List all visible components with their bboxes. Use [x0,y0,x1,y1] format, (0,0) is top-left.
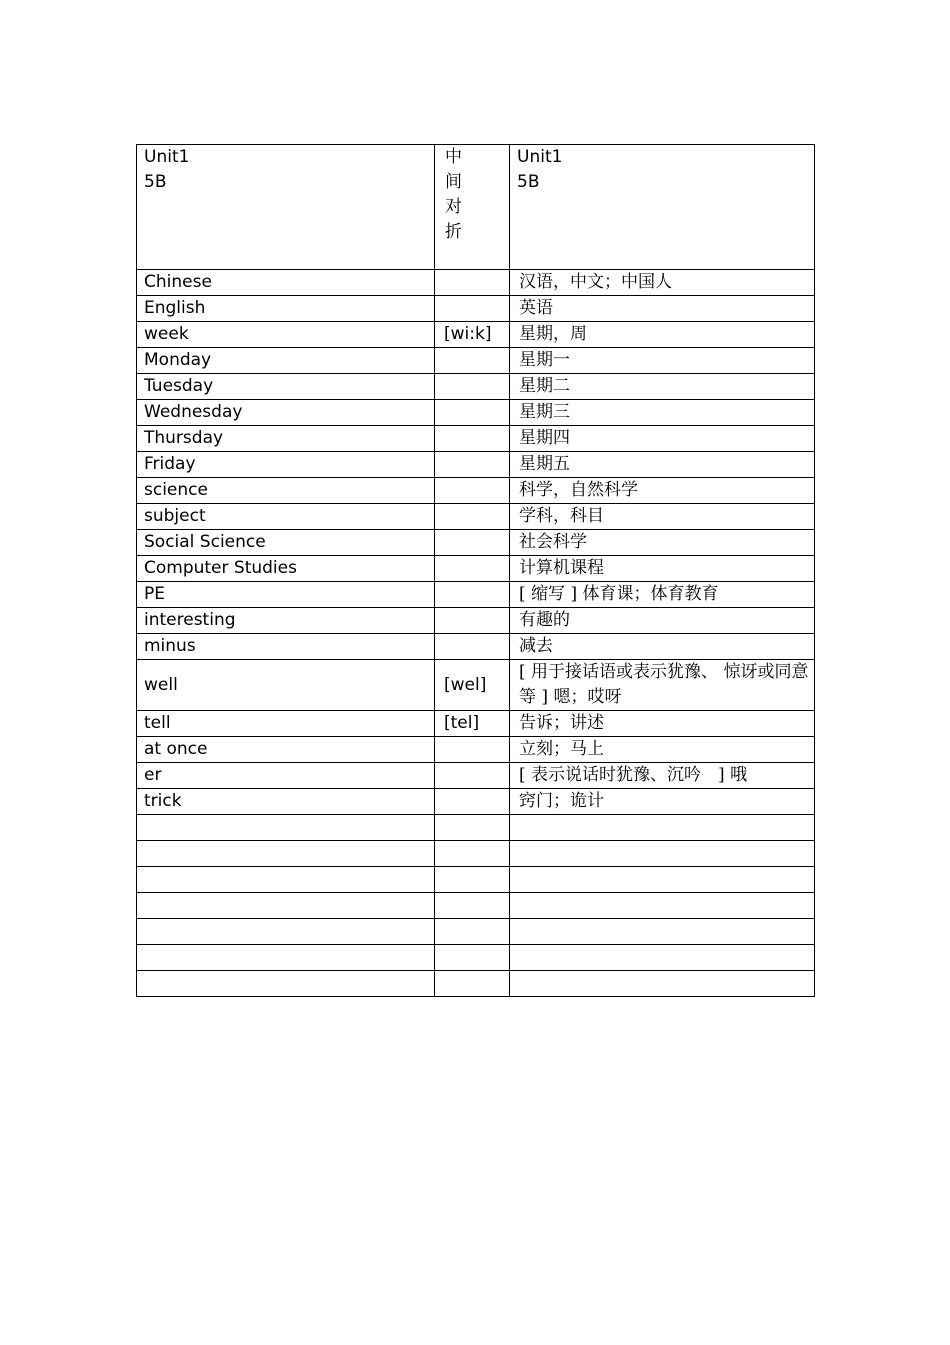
phonetic-cell [435,452,510,478]
vocabulary-table-body [137,145,815,997]
meaning-cell: 星期四 [510,426,815,452]
word-cell: at once [137,737,435,763]
table-row [137,270,815,296]
fold-char: 折 [445,222,462,242]
word-cell: subject [137,504,435,530]
phonetic-cell [435,504,510,530]
table-row [137,763,815,789]
word-cell: Chinese [137,270,435,296]
header-row [137,145,815,270]
table-row [137,634,815,660]
word-cell: interesting [137,608,435,634]
phonetic-cell [435,270,510,296]
meaning-cell: [ 缩写 ] 体育课；体育教育 [510,582,815,608]
word-cell: science [137,478,435,504]
phonetic-cell [435,582,510,608]
word-cell [137,841,435,867]
phonetic-cell [435,737,510,763]
word-cell: English [137,296,435,322]
table-row [137,296,815,322]
meaning-cell: 星期五 [510,452,815,478]
header-right-grade: 5B [517,172,540,192]
meaning-cell: 告诉；讲述 [510,711,815,737]
phonetic-cell [435,919,510,945]
word-cell: Social Science [137,530,435,556]
phonetic-cell: [wi:k] [435,322,510,348]
meaning-cell: 窍门；诡计 [510,789,815,815]
phonetic-cell [435,893,510,919]
meaning-cell: 星期二 [510,374,815,400]
word-cell: Computer Studies [137,556,435,582]
word-cell: Tuesday [137,374,435,400]
meaning-cell: 星期一 [510,348,815,374]
meaning-cell: 计算机课程 [510,556,815,582]
word-cell [137,893,435,919]
table-row [137,841,815,867]
header-left-unit: Unit1 [144,147,190,167]
word-cell [137,945,435,971]
table-row [137,556,815,582]
table-row [137,893,815,919]
phonetic-cell [435,374,510,400]
phonetic-cell [435,867,510,893]
fold-char: 对 [445,197,462,217]
table-row [137,530,815,556]
header-left-cell [137,145,435,270]
table-row [137,582,815,608]
meaning-cell: 汉语，中文；中国人 [510,270,815,296]
meaning-cell: 科学，自然科学 [510,478,815,504]
meaning-cell: 星期三 [510,400,815,426]
table-row [137,660,815,711]
phonetic-cell: [wel] [435,660,510,711]
table-row [137,348,815,374]
phonetic-cell [435,348,510,374]
table-row [137,322,815,348]
word-cell: week [137,322,435,348]
word-cell: PE [137,582,435,608]
phonetic-cell [435,841,510,867]
word-cell: er [137,763,435,789]
phonetic-cell [435,296,510,322]
meaning-cell: 有趣的 [510,608,815,634]
meaning-cell [510,841,815,867]
meaning-cell: 立刻；马上 [510,737,815,763]
phonetic-cell [435,789,510,815]
meaning-cell [510,919,815,945]
meaning-cell: 星期，周 [510,322,815,348]
word-cell: Thursday [137,426,435,452]
table-row [137,452,815,478]
phonetic-cell: [tel] [435,711,510,737]
word-cell [137,971,435,997]
meaning-cell [510,815,815,841]
fold-char: 中 [445,147,462,167]
table-row [137,867,815,893]
phonetic-cell [435,763,510,789]
word-cell: minus [137,634,435,660]
table-row [137,945,815,971]
table-row [137,815,815,841]
table-row [137,426,815,452]
phonetic-cell [435,426,510,452]
table-row [137,400,815,426]
meaning-cell [510,971,815,997]
phonetic-cell [435,530,510,556]
meaning-cell: [ 表示说话时犹豫、沉吟 ] 哦 [510,763,815,789]
table-row [137,504,815,530]
phonetic-cell [435,608,510,634]
fold-instruction-cell [435,145,510,270]
meaning-cell [510,945,815,971]
word-cell: Monday [137,348,435,374]
meaning-cell: 社会科学 [510,530,815,556]
phonetic-cell [435,556,510,582]
phonetic-cell [435,478,510,504]
table-row [137,737,815,763]
word-cell [137,867,435,893]
meaning-cell: 英语 [510,296,815,322]
table-row [137,711,815,737]
table-row [137,478,815,504]
phonetic-cell [435,400,510,426]
header-right-cell [510,145,815,270]
table-row [137,789,815,815]
phonetic-cell [435,815,510,841]
table-row [137,374,815,400]
phonetic-cell [435,945,510,971]
header-right-unit: Unit1 [517,147,563,167]
table-row [137,608,815,634]
meaning-cell: 学科，科目 [510,504,815,530]
table-row [137,971,815,997]
table-row [137,919,815,945]
word-cell [137,919,435,945]
word-cell: well [137,660,435,711]
meaning-cell [510,893,815,919]
meaning-cell: 减去 [510,634,815,660]
fold-char: 间 [445,172,462,192]
meaning-cell: [ 用于接话语或表示犹豫、 惊讶或同意等 ] 嗯；哎呀 [510,660,815,711]
word-cell: tell [137,711,435,737]
word-cell [137,815,435,841]
phonetic-cell [435,634,510,660]
word-cell: Friday [137,452,435,478]
word-cell: Wednesday [137,400,435,426]
header-left-grade: 5B [144,172,167,192]
meaning-cell [510,867,815,893]
word-cell: trick [137,789,435,815]
phonetic-cell [435,971,510,997]
vocabulary-table [136,144,815,997]
